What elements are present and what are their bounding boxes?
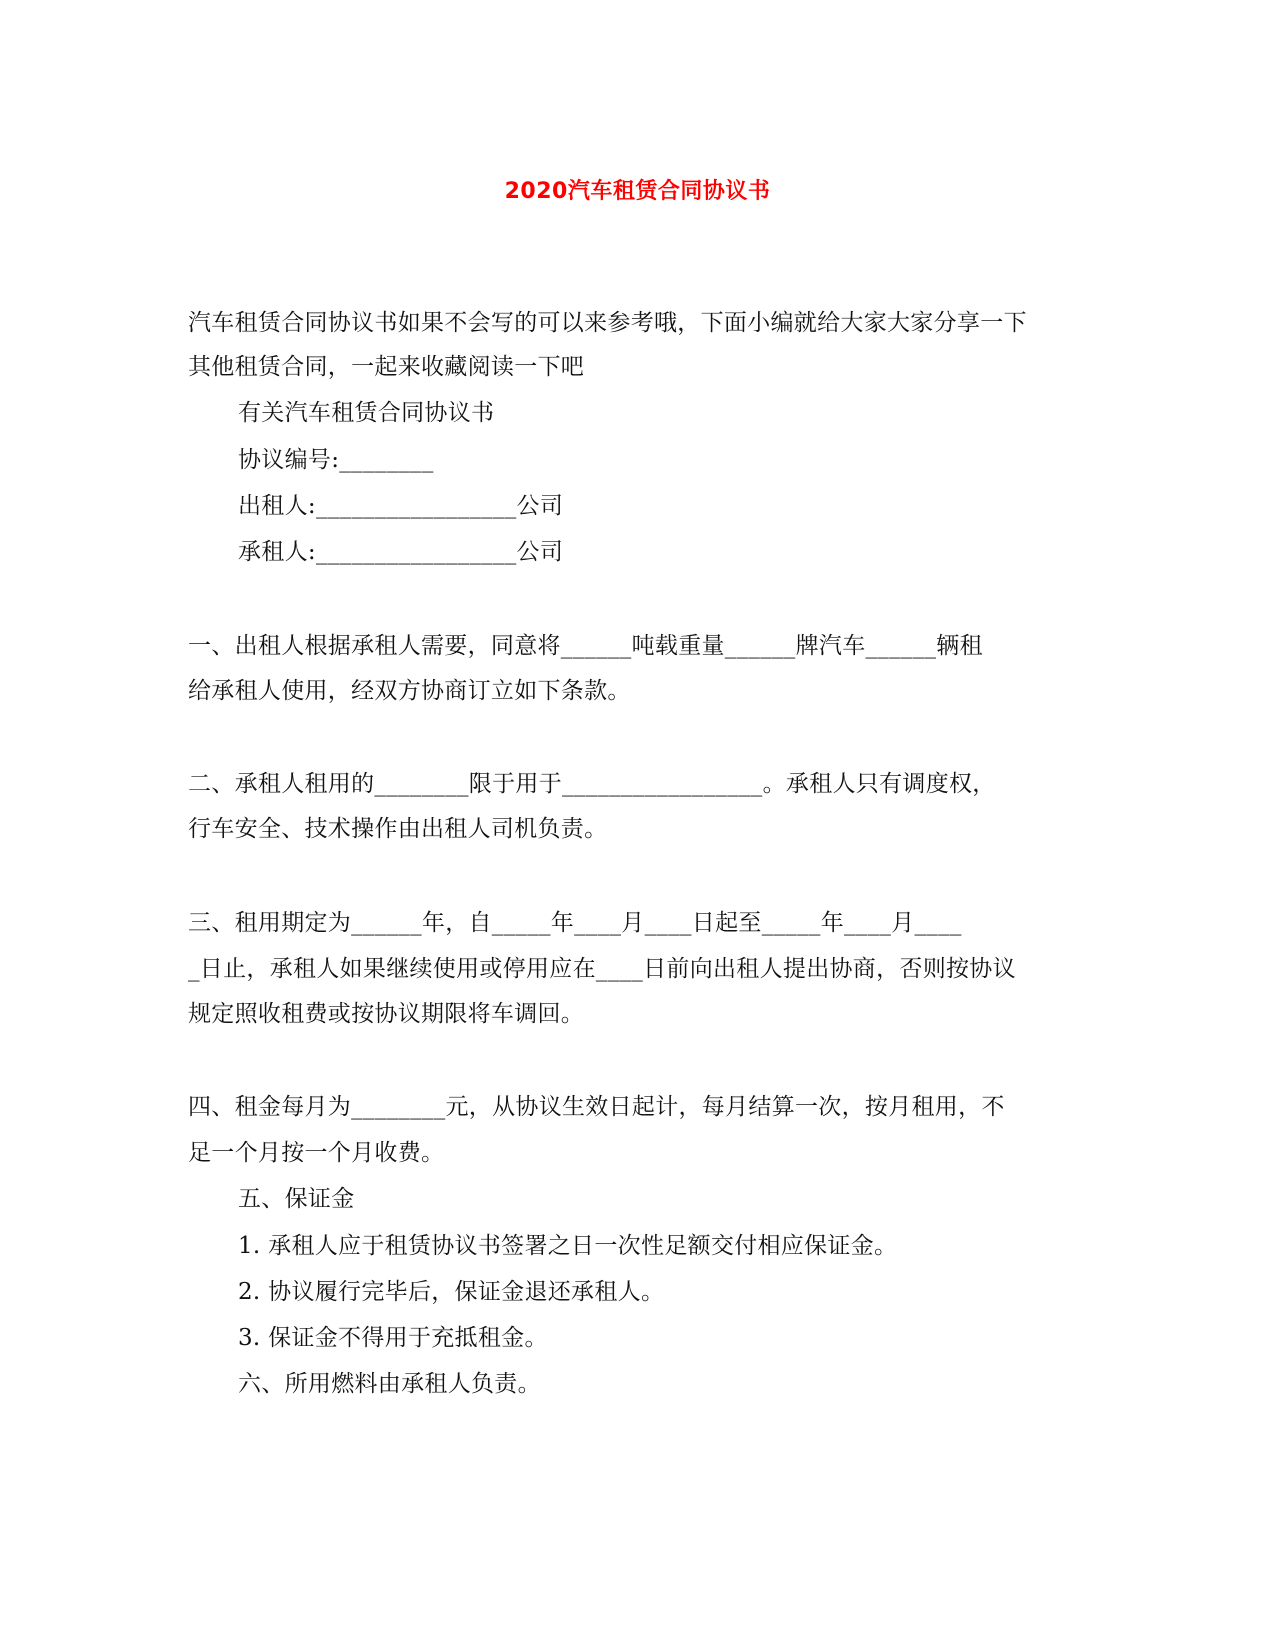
clause-5-heading: 五、保证金 xyxy=(238,1186,355,1212)
lessor-line: 出租人:_________________公司 xyxy=(238,493,564,519)
clause-6-line: 六、所用燃料由承租人负责。 xyxy=(238,1371,541,1397)
intro-line-2: 其他租赁合同，一起来收藏阅读一下吧 xyxy=(188,354,585,380)
clause-3-line-3: 规定照收租费或按协议期限将车调回。 xyxy=(188,1001,585,1027)
intro-line-1: 汽车租赁合同协议书如果不会写的可以来参考哦，下面小编就给大家大家分享一下 xyxy=(188,310,1027,336)
clause-1-line-1: 一、出租人根据承租人需要，同意将______吨载重量______牌汽车______辆租 xyxy=(188,633,983,659)
clause-5-item-3: 3. 保证金不得用于充抵租金。 xyxy=(238,1325,548,1351)
clause-4-line-2: 足一个月按一个月收费。 xyxy=(188,1140,445,1166)
clause-5-item-2: 2. 协议履行完毕后，保证金退还承租人。 xyxy=(238,1279,665,1305)
subtitle-line: 有关汽车租赁合同协议书 xyxy=(238,400,495,426)
document-title: 2020汽车租赁合同协议书 xyxy=(504,179,771,204)
agreement-number-line: 协议编号:________ xyxy=(238,447,434,473)
clause-2-line-1: 二、承租人租用的________限于用于_________________。承租人只有调度权， xyxy=(188,771,996,797)
clause-4-line-1: 四、租金每月为________元，从协议生效日起计，每月结算一次，按月租用，不 xyxy=(188,1094,1005,1120)
clause-3-line-2: _日止，承租人如果继续使用或停用应在____日前向出租人提出协商，否则按协议 xyxy=(188,956,1016,982)
clause-2-line-2: 行车安全、技术操作由出租人司机负责。 xyxy=(188,816,608,842)
lessee-line: 承租人:_________________公司 xyxy=(238,539,564,565)
clause-5-item-1: 1. 承租人应于租赁协议书签署之日一次性足额交付相应保证金。 xyxy=(238,1233,898,1259)
clause-3-line-1: 三、租用期定为______年，自_____年____月____日起至_____年____月____ xyxy=(188,910,962,936)
clause-1-line-2: 给承租人使用，经双方协商订立如下条款。 xyxy=(188,678,631,704)
